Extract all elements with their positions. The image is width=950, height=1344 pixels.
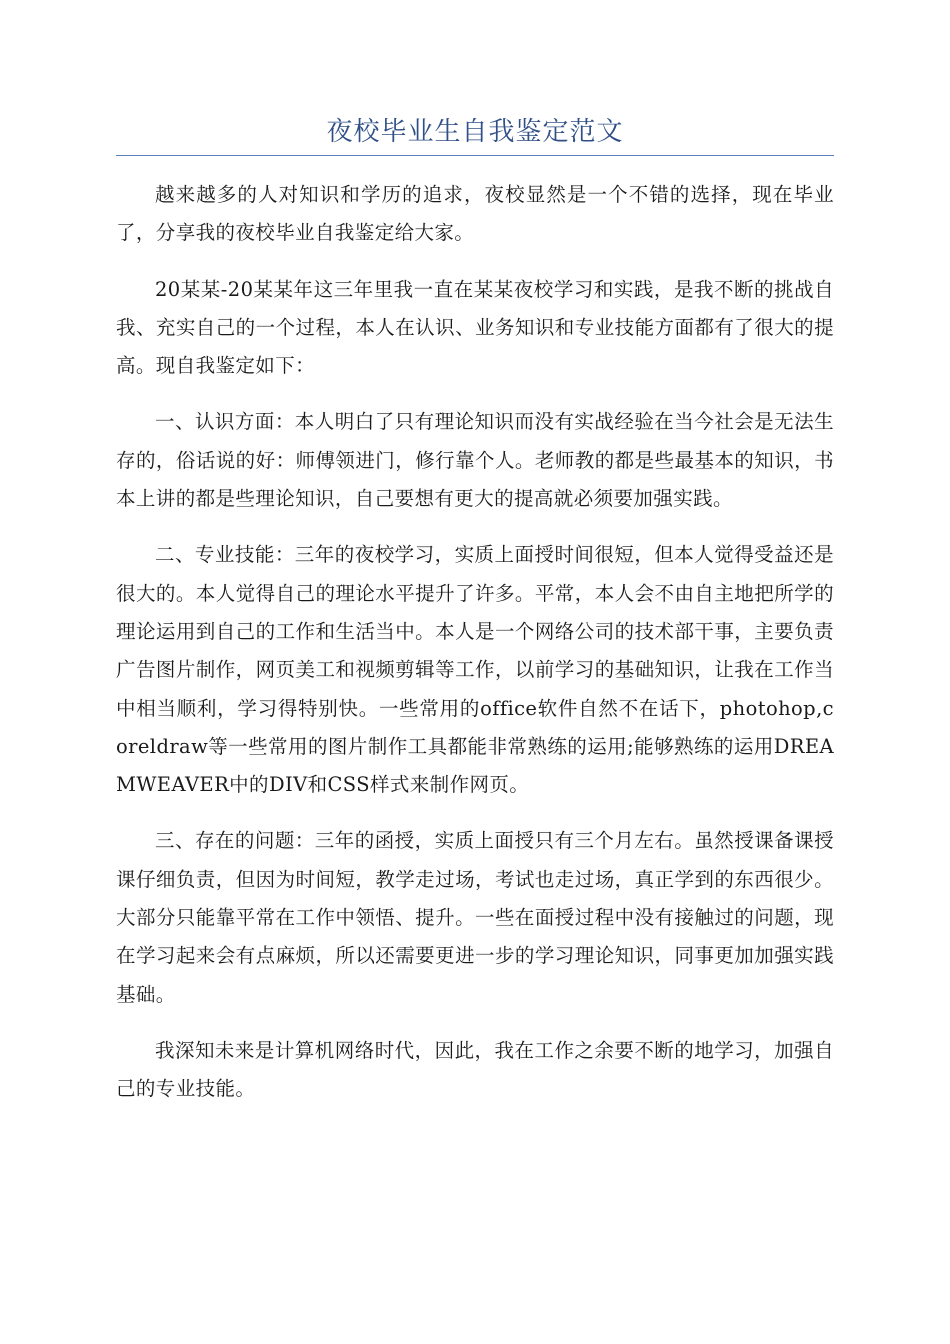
paragraph-professional-skills: 二、专业技能：三年的夜校学习，实质上面授时间很短，但本人觉得受益还是很大的。本人觉得自己的理论水平提升了许多。平常，本人会不由自主地把所学的理论运用到自己的工作和生活当中。本人是一个网络公司的技术部干事，主要负责广告图片制作，网页美工和视频剪辑等工作，以前学习的基础知识，让我在工作当中相当顺利，学习得特别快。一些常用的office软件自然不在话下，photohop,coreldraw等一些常用的图片制作工具都能非常熟练的运用;能够熟练的运用DREAMWEAVER中的DIV和CSS样式来制作网页。 xyxy=(116,543,834,797)
paragraph-intro: 越来越多的人对知识和学历的追求，夜校显然是一个不错的选择，现在毕业了，分享我的夜校毕业自我鉴定给大家。 xyxy=(116,183,834,245)
paragraph-understanding: 一、认识方面：本人明白了只有理论知识而没有实战经验在当今社会是无法生存的，俗话说的好：师傅领进门，修行靠个人。老师教的都是些最基本的知识，书本上讲的都是些理论知识，自己要想有更大的提高就必须要加强实践。 xyxy=(116,410,834,511)
paragraph-conclusion: 我深知未来是计算机网络时代，因此，我在工作之余要不断的地学习，加强自己的专业技能。 xyxy=(116,1038,834,1101)
paragraph-problems: 三、存在的问题：三年的函授，实质上面授只有三个月左右。虽然授课备课授课仔细负责，但因为时间短，教学走过场，考试也走过场，真正学到的东西很少。大部分只能靠平常在工作中领悟、提升。一些在面授过程中没有接触过的问题，现在学习起来会有点麻烦，所以还需要更进一步的学习理论知识，同事更加加强实践基础。 xyxy=(116,829,834,1006)
document-title: 夜校毕业生自我鉴定范文 xyxy=(326,117,624,147)
document-body xyxy=(116,176,834,1127)
paragraph-overview: 20某某-20某某年这三年里我一直在某某夜校学习和实践，是我不断的挑战自我、充实自己的一个过程，本人在认识、业务知识和专业技能方面都有了很大的提高。现自我鉴定如下： xyxy=(116,277,834,378)
title-underline xyxy=(116,155,834,156)
